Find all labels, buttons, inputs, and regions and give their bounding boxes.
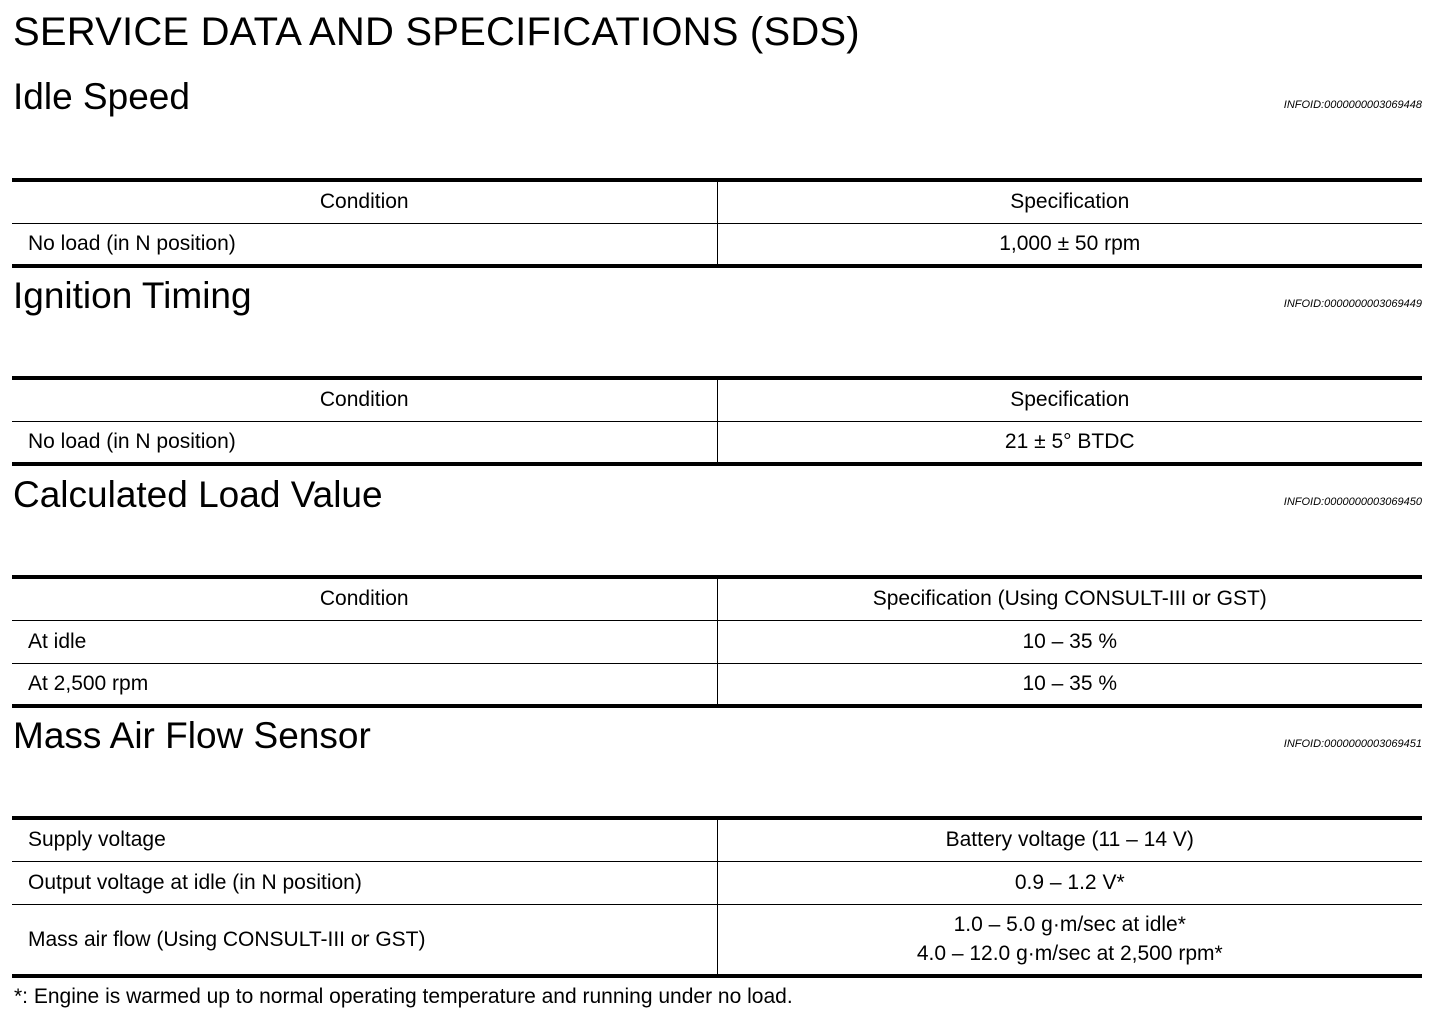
- row-specification: 21 ± 5° BTDC: [717, 421, 1422, 464]
- table-row: [12, 620, 1422, 663]
- table-row: [12, 818, 1422, 861]
- row-condition: No load (in N position): [12, 421, 717, 464]
- idle-speed-table: [12, 178, 1422, 268]
- spec-line-idle: 1.0 – 5.0 g·m/sec at idle*: [953, 913, 1186, 937]
- section-title-calculated-load-value: Calculated Load Value: [13, 474, 383, 515]
- row-specification: 0.9 – 1.2 V*: [717, 861, 1422, 904]
- header-condition: Condition: [12, 577, 717, 620]
- row-specification: 10 – 35 %: [717, 663, 1422, 706]
- document-title: SERVICE DATA AND SPECIFICATIONS (SDS): [13, 10, 860, 54]
- row-item: Supply voltage: [12, 818, 717, 861]
- spec-line-2500rpm: 4.0 – 12.0 g·m/sec at 2,500 rpm*: [916, 942, 1223, 966]
- row-condition: At 2,500 rpm: [12, 663, 717, 706]
- table-header-row: [12, 378, 1422, 421]
- info-id-calculated-load-value: INFOID:0000000003069450: [1283, 496, 1422, 508]
- table-row: [12, 904, 1422, 976]
- footnote: *: Engine is warmed up to normal operating temperature and running under no load.: [14, 985, 793, 1008]
- row-condition: At idle: [12, 620, 717, 663]
- header-specification: Specification (Using CONSULT-III or GST): [717, 577, 1422, 620]
- row-item: Output voltage at idle (in N position): [12, 861, 717, 904]
- row-specification: 1,000 ± 50 rpm: [717, 223, 1422, 266]
- table-row: [12, 421, 1422, 464]
- table-row: [12, 223, 1422, 266]
- section-title-idle-speed: Idle Speed: [13, 76, 190, 117]
- header-specification: Specification: [717, 180, 1422, 223]
- ignition-timing-table: [12, 376, 1422, 466]
- section-title-mass-air-flow-sensor: Mass Air Flow Sensor: [13, 715, 371, 756]
- header-specification: Specification: [717, 378, 1422, 421]
- mass-air-flow-sensor-table: [12, 816, 1422, 978]
- row-specification: Battery voltage (11 – 14 V): [717, 818, 1422, 861]
- row-specification: [717, 904, 1422, 976]
- info-id-mass-air-flow-sensor: INFOID:0000000003069451: [1283, 738, 1422, 750]
- section-title-ignition-timing: Ignition Timing: [13, 275, 252, 316]
- table-row: [12, 861, 1422, 904]
- header-condition: Condition: [12, 180, 717, 223]
- table-header-row: [12, 577, 1422, 620]
- info-id-ignition-timing: INFOID:0000000003069449: [1283, 298, 1422, 310]
- row-condition: No load (in N position): [12, 223, 717, 266]
- header-condition: Condition: [12, 378, 717, 421]
- info-id-idle-speed: INFOID:0000000003069448: [1283, 99, 1422, 111]
- row-specification: 10 – 35 %: [717, 620, 1422, 663]
- table-row: [12, 663, 1422, 706]
- row-item: Mass air flow (Using CONSULT-III or GST): [12, 904, 717, 976]
- calculated-load-value-table: [12, 575, 1422, 708]
- table-header-row: [12, 180, 1422, 223]
